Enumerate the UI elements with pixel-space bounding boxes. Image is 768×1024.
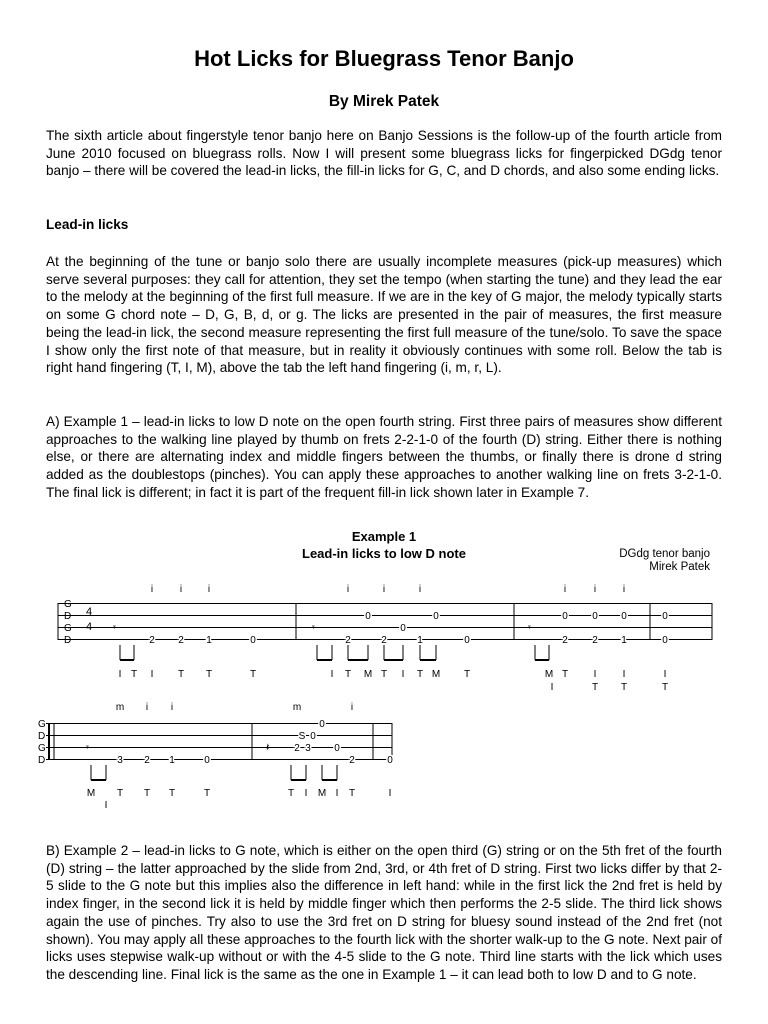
svg-text:i: i — [145, 702, 149, 713]
svg-text:2: 2 — [562, 635, 568, 646]
svg-text:0: 0 — [662, 635, 668, 646]
article-title: Hot Licks for Bluegrass Tenor Banjo — [194, 46, 574, 71]
svg-text:I: I — [593, 669, 597, 680]
svg-text:T: T — [591, 682, 599, 693]
svg-text:2: 2 — [149, 635, 155, 646]
time-sig-bottom: 4 — [86, 621, 93, 633]
svg-text:0: 0 — [319, 719, 325, 730]
svg-text:0: 0 — [464, 635, 470, 646]
svg-text:T: T — [143, 788, 151, 799]
svg-text:T: T — [620, 682, 628, 693]
svg-text:i: i — [593, 584, 597, 595]
section-heading: Lead-in licks — [46, 217, 129, 232]
intro-paragraph: The sixth article about fingerstyle tenor banjo here on Banjo Sessions is the follow-up of the fourth article from June 2010 focused on bluegrass rolls. Now I will present some bluegrass licks for fingerpicked DGdg tenor banjo – there will be covered the lead-in licks, the fill-in licks for G, C, and D chords, and also some ending licks. — [46, 128, 722, 179]
svg-text:2: 2 — [294, 743, 300, 754]
svg-text:I: I — [104, 800, 108, 811]
svg-text:T: T — [130, 669, 138, 680]
svg-text:T: T — [661, 682, 669, 693]
tab-staff-2 — [46, 723, 392, 760]
svg-text:i: i — [418, 584, 422, 595]
svg-text:I: I — [401, 669, 405, 680]
svg-text:I: I — [304, 788, 308, 799]
svg-text:T: T — [203, 788, 211, 799]
svg-text:3: 3 — [305, 743, 311, 754]
svg-text:2: 2 — [381, 635, 387, 646]
svg-text:𝄾: 𝄾 — [312, 622, 315, 634]
svg-text:m: m — [115, 702, 125, 713]
svg-text:T: T — [287, 788, 295, 799]
svg-text:T: T — [380, 669, 388, 680]
svg-text:M: M — [431, 669, 441, 680]
svg-text:S: S — [298, 731, 306, 742]
time-signature — [86, 606, 92, 633]
svg-text:i: i — [622, 584, 626, 595]
svg-text:m: m — [292, 702, 302, 713]
string-name: D — [64, 635, 72, 646]
svg-text:2: 2 — [345, 635, 351, 646]
svg-text:i: i — [563, 584, 567, 595]
leadin-paragraph: At the beginning of the tune or banjo solo there are usually incomplete measures (pick-up measures) which serve several purposes: they call for attention, they set the tempo (when starting the tune) and they lead the ear to the melody at the beginning of the first full measure. If we are in the key of G major, the melody typically starts on some G chord note – D, G, B, d, or g. The licks are presented in the pair of measures, the first measure being the lead-in lick, the second measure representing the first full measure of the tune/solo. To save the space I show only the first note of that measure, but in reality it obviously continues with some roll. Below the tab is right hand fingering (T, I, M), above the tab the left hand fingering (i, m, r, L). — [46, 254, 722, 376]
svg-text:0: 0 — [662, 611, 668, 622]
svg-text:T: T — [348, 788, 356, 799]
svg-text:I: I — [663, 669, 667, 680]
svg-text:M: M — [86, 788, 96, 799]
example-title: Example 1 — [351, 529, 417, 544]
svg-text:1: 1 — [417, 635, 423, 646]
svg-text:M: M — [363, 669, 373, 680]
credit-instrument: DGdg tenor banjo — [619, 548, 710, 560]
svg-text:𝄾: 𝄾 — [113, 622, 116, 634]
svg-text:i: i — [382, 584, 386, 595]
svg-text:I: I — [550, 682, 554, 693]
svg-text:0: 0 — [562, 611, 568, 622]
svg-text:0: 0 — [592, 611, 598, 622]
svg-text:0: 0 — [334, 743, 340, 754]
svg-text:M: M — [544, 669, 554, 680]
example-b-paragraph: B) Example 2 – lead-in licks to G note, which is either on the open third (G) string or on the 5th fret of the fourth (D) string – the latter approached by the slide from 2nd, 3rd, or 4th fret of D string. First two licks differ by that 2-5 slide to the G note but this implies also the difference in left hand: while in the first lick the 2nd fret is held by index finger, in the second lick it is held by middle finger which then performs the 2-5 slide. The third lick shows again the use of pinches. Try also to use the 3rd fret on D string for bluesy sound instead of the 2nd fret (not shown). You may apply all these approaches to the fourth lick with the shorter walk-up to the G note. Next pair of licks uses stepwise walk-up without or with the 4-5 slide to the G note. Third line starts with the lick which uses the descending line. Final lick is the same as the one in Example 1 – it can lead both to low D and to G note. — [46, 843, 722, 982]
svg-text:i: i — [207, 584, 211, 595]
svg-text:i: i — [170, 702, 174, 713]
svg-text:i: i — [350, 702, 354, 713]
svg-text:𝄾: 𝄾 — [528, 622, 531, 634]
svg-text:T: T — [561, 669, 569, 680]
svg-text:I: I — [150, 669, 154, 680]
string-name: G — [38, 719, 46, 730]
svg-text:0: 0 — [400, 623, 406, 634]
svg-text:T: T — [116, 788, 124, 799]
svg-text:i: i — [179, 584, 183, 595]
svg-text:0: 0 — [433, 611, 439, 622]
svg-text:2: 2 — [349, 755, 355, 766]
svg-text:0: 0 — [204, 755, 210, 766]
svg-text:M: M — [317, 788, 327, 799]
svg-text:I: I — [118, 669, 122, 680]
svg-text:T: T — [205, 669, 213, 680]
svg-text:I: I — [335, 788, 339, 799]
svg-text:0: 0 — [387, 755, 393, 766]
svg-text:0: 0 — [310, 731, 316, 742]
time-sig-top: 4 — [86, 606, 93, 618]
example-a-paragraph: A) Example 1 – lead-in licks to low D note on the open fourth string. First three pairs of measures show different approaches to the walking line played by thumb on frets 2-2-1-0 of the fourth (D) string. Either there is nothing else, or there are alternating index and middle fingers between the thumbs, or finally there is drone d string added as the doublestops (pinches). You can apply these approaches to another walking line on frets 3-2-1-0. The final lick is different; in fact it is part of the frequent fill-in lick shown later in Example 7. — [46, 414, 722, 500]
svg-text:T: T — [177, 669, 185, 680]
string-name: D — [38, 731, 46, 742]
svg-text:I: I — [622, 669, 626, 680]
svg-text:1: 1 — [169, 755, 175, 766]
string-name: D — [38, 755, 46, 766]
svg-text:0: 0 — [621, 611, 627, 622]
article-byline: By Mirek Patek — [328, 93, 440, 110]
string-name: G — [38, 743, 46, 754]
svg-text:I: I — [330, 669, 334, 680]
string-name: G — [64, 599, 72, 610]
svg-text:I: I — [388, 788, 392, 799]
svg-text:T: T — [416, 669, 424, 680]
svg-text:T: T — [168, 788, 176, 799]
svg-text:𝄽: 𝄽 — [266, 742, 270, 754]
svg-text:T: T — [249, 669, 257, 680]
svg-text:0: 0 — [250, 635, 256, 646]
svg-text:1: 1 — [621, 635, 627, 646]
string-name: D — [64, 611, 72, 622]
svg-text:2: 2 — [144, 755, 150, 766]
svg-text:2: 2 — [178, 635, 184, 646]
svg-text:2: 2 — [592, 635, 598, 646]
svg-text:T: T — [463, 669, 471, 680]
credit-author: Mirek Patek — [649, 561, 710, 573]
svg-text:1: 1 — [206, 635, 212, 646]
string-names — [38, 599, 72, 766]
right-hand-fingering — [87, 669, 668, 811]
string-name: G — [64, 623, 72, 634]
svg-text:i: i — [346, 584, 350, 595]
svg-text:3: 3 — [117, 755, 123, 766]
svg-text:0: 0 — [365, 611, 371, 622]
svg-text:𝄾: 𝄾 — [86, 742, 89, 754]
svg-text:T: T — [344, 669, 352, 680]
tab-fret-numbers — [117, 611, 668, 766]
svg-text:i: i — [150, 584, 154, 595]
example-subtitle: Lead-in licks to low D note — [302, 546, 466, 561]
